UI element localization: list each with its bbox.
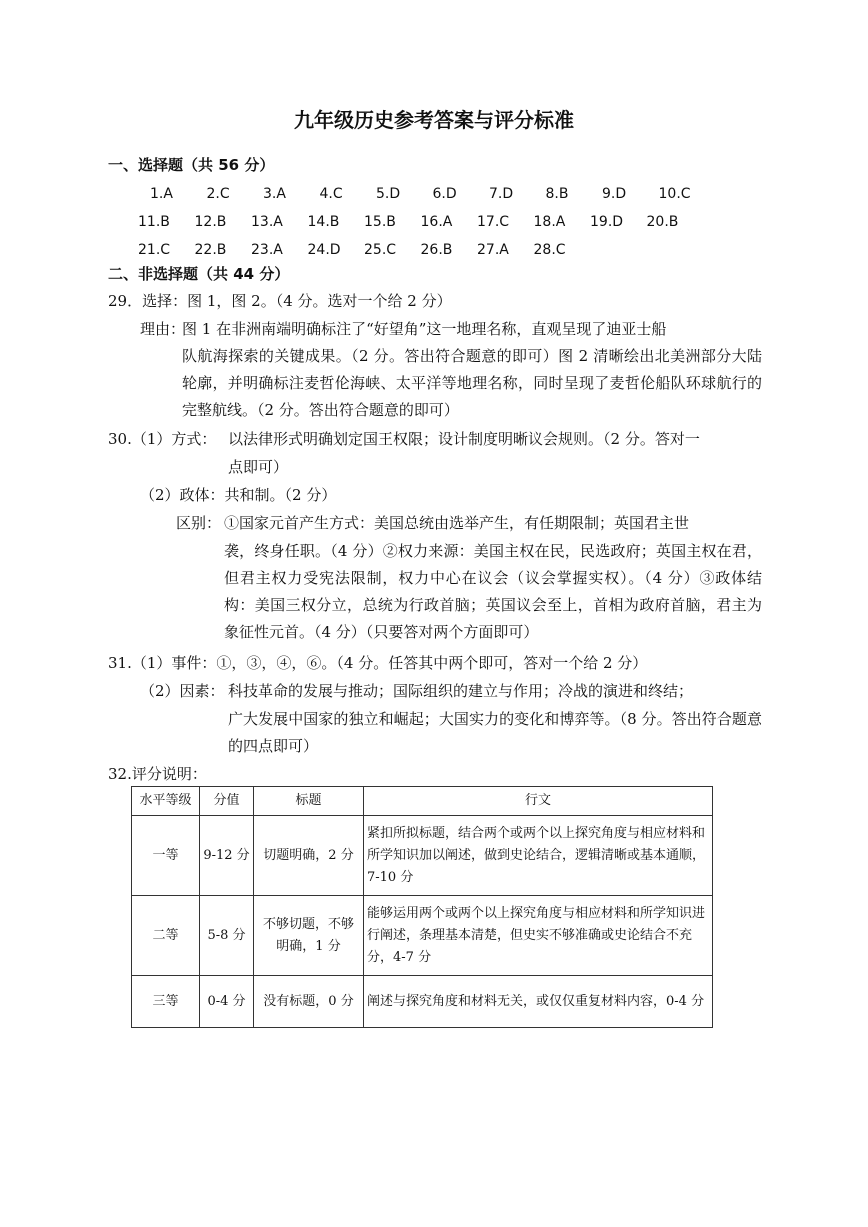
answer-row-3 xyxy=(138,236,715,264)
level-cell: 二等 xyxy=(132,896,200,976)
answer-item: 8.B xyxy=(545,185,569,202)
table-row xyxy=(132,976,713,1028)
q31-part2-label: （2）因素： xyxy=(140,682,225,700)
answer-item: 4.C xyxy=(319,185,343,202)
title-cell: 没有标题，0 分 xyxy=(254,976,364,1028)
q30-diff-rest: 袭，终身任职。（4 分）②权力来源：美国主权在民，民选政府；英国主权在君，但君主权力受宪法限制，权力中心在议会（议会掌握实权）。（4 分）③政体结构：美国三权分立，总统为行政首脑；英国议会至上，首相为政府首脑，君主为象征性元首。（4 分）（只要答对两个方面即可） xyxy=(224,542,762,641)
answer-item: 3.A xyxy=(263,185,286,202)
answer-item: 21.C xyxy=(138,241,171,258)
answer-item: 28.C xyxy=(533,241,566,258)
q31-part2-rest: 广大发展中国家的独立和崛起；大国实力的变化和博弈等。（8 分。答出符合题意的四点即可） xyxy=(228,710,762,755)
section1-heading: 一、选择题（共 56 分） xyxy=(108,156,275,174)
q30-diff-line1: ①国家元首产生方式：美国总统由选举产生，有任期限制；英国君主世 xyxy=(224,514,690,532)
answer-row-1 xyxy=(150,180,715,208)
answer-row-2 xyxy=(138,208,715,236)
answer-item: 2.C xyxy=(206,185,230,202)
q30-part1-line1: 以法律形式明确划定国王权限；设计制度明晰议会规则。（2 分。答对一 xyxy=(228,430,700,448)
answer-item: 10.C xyxy=(658,185,691,202)
q31-part1-line: 31.（1）事件：①，③，④，⑥。（4 分。任答其中两个即可，答对一个给 2 分） xyxy=(108,654,648,672)
text-cell: 阐述与探究角度和材料无关，或仅仅重复材料内容，0-4 分 xyxy=(364,976,713,1028)
q29-reason-rest: 队航海探索的关键成果。（2 分。答出符合题意的即可）图 2 清晰绘出北美洲部分大陆轮廓，并明确标注麦哲伦海峡、太平洋等地理名称，同时呈现了麦哲伦船队环球航行的完整航线。（2 分。答出符合题意的即可） xyxy=(182,347,762,419)
q29-reason-label: 理由： xyxy=(140,320,186,338)
q30-diff-label: 区别： xyxy=(176,514,222,532)
page-title: 九年级历史参考答案与评分标准 xyxy=(294,108,574,132)
title-cell: 切题明确，2 分 xyxy=(254,816,364,896)
answer-item: 1.A xyxy=(150,185,173,202)
answer-item: 24.D xyxy=(307,241,341,258)
scoring-table xyxy=(131,786,713,1028)
table-row xyxy=(132,896,713,976)
q30-part1-rest: 点即可） xyxy=(228,458,289,476)
q29-choice: 29．选择：图 1，图 2。（4 分。选对一个给 2 分） xyxy=(108,292,452,310)
table-header-cell: 标题 xyxy=(254,787,364,816)
table-header-cell: 分值 xyxy=(200,787,254,816)
answer-item: 19.D xyxy=(590,213,624,230)
table-row xyxy=(132,816,713,896)
text-cell: 紧扣所拟标题，结合两个或两个以上探究角度与相应材料和所学知识加以阐述，做到史论结合，逻辑清晰或基本通顺，7-10 分 xyxy=(364,816,713,896)
q32-heading: 32.评分说明： xyxy=(108,765,207,783)
table-header-row xyxy=(132,787,713,816)
title-cell: 不够切题，不够明确，1 分 xyxy=(254,896,364,976)
answer-item: 11.B xyxy=(138,213,170,230)
score-cell: 9-12 分 xyxy=(200,816,254,896)
section2-heading: 二、非选择题（共 44 分） xyxy=(108,265,290,283)
answer-item: 9.D xyxy=(602,185,627,202)
score-cell: 5-8 分 xyxy=(200,896,254,976)
answer-item: 18.A xyxy=(533,213,566,230)
choice-answers xyxy=(138,180,715,264)
table-header-cell: 行文 xyxy=(364,787,713,816)
answer-item: 7.D xyxy=(489,185,514,202)
answer-item: 23.A xyxy=(251,241,283,258)
answer-item: 5.D xyxy=(376,185,401,202)
answer-item: 17.C xyxy=(477,213,510,230)
answer-item: 14.B xyxy=(307,213,340,230)
answer-item: 6.D xyxy=(432,185,457,202)
answer-item: 25.C xyxy=(364,241,397,258)
level-cell: 一等 xyxy=(132,816,200,896)
answer-item: 27.A xyxy=(477,241,509,258)
answer-item: 15.B xyxy=(364,213,396,230)
q31-part2-line1: 科技革命的发展与推动；国际组织的建立与作用；冷战的演进和终结； xyxy=(228,682,694,700)
answer-item: 12.B xyxy=(194,213,227,230)
q29-reason-line1: 图 1 在非洲南端明确标注了“好望角”这一地理名称，直观呈现了迪亚士船 xyxy=(182,320,667,338)
score-cell: 0-4 分 xyxy=(200,976,254,1028)
answer-item: 22.B xyxy=(194,241,227,258)
answer-item: 26.B xyxy=(420,241,453,258)
table-header-cell: 水平等级 xyxy=(132,787,200,816)
answer-item: 13.A xyxy=(251,213,283,230)
text-cell: 能够运用两个或两个以上探究角度与相应材料和所学知识进行阐述，条理基本清楚，但史实不够准确或史论结合不充分，4-7 分 xyxy=(364,896,713,976)
answer-item: 20.B xyxy=(646,213,679,230)
level-cell: 三等 xyxy=(132,976,200,1028)
q30-part1-label: 30.（1）方式： xyxy=(108,430,217,448)
answer-item: 16.A xyxy=(420,213,453,230)
q30-part2-line: （2）政体：共和制。（2 分） xyxy=(140,486,337,504)
